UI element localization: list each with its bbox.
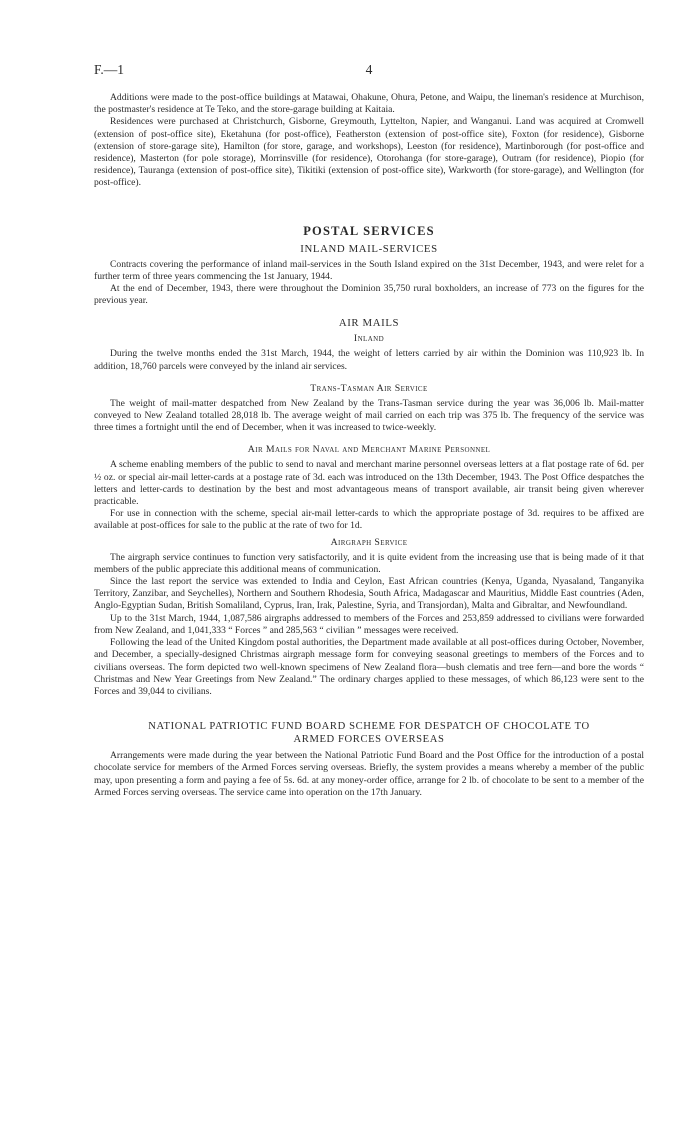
paragraph-airgraph-function: The airgraph service continues to function very satisfactorily, and it is quite evident from the increasing use that is being made of it that members of the public appreciate this additional means of communication. xyxy=(94,551,644,575)
subheading-airgraph: Airgraph Service xyxy=(330,536,408,548)
section-title-postal-services: POSTAL SERVICES xyxy=(303,223,435,238)
heading-chocolate-line2: ARMED FORCES OVERSEAS xyxy=(293,734,445,746)
paragraph-air-inland: During the twelve months ended the 31st March, 1944, the weight of letters carried by air within the Dominion was 110,923 lb. In addition, 18,760 parcels were conveyed by the inland air services. xyxy=(94,348,644,372)
running-head xyxy=(94,62,644,82)
paragraph-chocolate-service: Arrangements were made during the year between the National Patriotic Fund Board and the Post Office for the introduction of a postal chocolate service for members of the Armed Forces serving overseas. Briefly, the system provides a means whereby a member of the public may, upon presenting a form and paying a fee of 5s. 6d. at any money-order office, arrange for 2 lb. of chocolate to be sent to a member of the Armed Forces serving overseas. The service came into operation on the 17th January. xyxy=(94,750,644,798)
subheading-trans-tasman: Trans-Tasman Air Service xyxy=(310,382,428,394)
paragraph-inland-contracts: Contracts covering the performance of inland mail-services in the South Island expired on the 31st December, 1943, and were relet for a further term of three years commencing the 1st January, 1944. xyxy=(94,258,644,282)
heading-air-mails: AIR MAILS xyxy=(338,317,400,330)
paragraph-naval-scheme: A scheme enabling members of the public to send to naval and merchant marine personnel overseas letters at a flat postage rate of 6d. per ½ oz. or special air-mail letter-cards at a postage rate of 3d. each was introduced on the 13th December, 1943. The Post Office despatches the letters and letter-cards to destination by the best and most advantageous means of transport available, air transit being given wherever practicable. xyxy=(94,459,644,508)
paragraph-trans-tasman: The weight of mail-matter despatched from New Zealand by the Trans-Tasman service during the year was 36,006 lb. Mail-matter conveyed to New Zealand totalled 28,018 lb. The average weight of mail carried on each trip was 375 lb. The frequency of the service was three times a fortnight until the end of December, when it was increased to twice-weekly. xyxy=(94,397,644,434)
subheading-inland: Inland xyxy=(353,333,385,345)
heading-inland-mail-services: INLAND MAIL-SERVICES xyxy=(300,242,438,255)
page-number: 4 xyxy=(365,62,373,77)
paragraph-residences: Residences were purchased at Christchurch, Gisborne, Greymouth, Lyttelton, Napier, and Wanganui. Land was acquired at Cromwell (extension of post-office site), Eketahuna (for post-office), Featherston (extension of post-office site), Foxton (for residence), Gisborne (extension of store-garage site), Hamilton (for store, garage, and workshops), Leeston (for residence), Martinborough (for post-office and residence), Masterton (for pole storage), Morrinsville (for residence), Otorohanga (for store-garage), Outram (for residence), Piopio (for residence), Tauranga (extension of post-office site), Tikitiki (extension of post-office site), Warkworth (for store-garage), and Wellington (for post-office). xyxy=(94,116,644,189)
subheading-naval-merchant: Air Mails for Naval and Merchant Marine Personnel xyxy=(247,444,491,456)
paragraph-airgraph-counts: Up to the 31st March, 1944, 1,087,586 airgraphs addressed to members of the Forces and 253,859 addressed to civilians were forwarded from New Zealand, and 1,041,333 “ Forces ” and 285,563 “ civilian ” messages were received. xyxy=(94,612,644,636)
paragraph-airgraph-extension: Since the last report the service was extended to India and Ceylon, East African countries (Kenya, Uganda, Nyasaland, Tanganyika Territory, Zanzibar, and Seychelles), Northern and Southern Rhodesia, South Africa, Madagascar and Mauritius, Middle East countries (Aden, Anglo-Egyptian Sudan, British Somaliland, Cyprus, Iran, Irak, Palestine, Syria, and Transjordan), Malta and Gibraltar, and Newfoundland. xyxy=(94,576,644,612)
paragraph-rural-boxholders: At the end of December, 1943, there were throughout the Dominion 35,750 rural boxholders, an increase of 773 on the figures for the previous year. xyxy=(94,283,644,307)
paragraph-letter-cards: For use in connection with the scheme, special air-mail letter-cards to which the appropriate postage of 3d. requires to be affixed are available at post-offices for sale to the public at the rate of two for 1d. xyxy=(94,508,644,532)
heading-chocolate-line1: NATIONAL PATRIOTIC FUND BOARD SCHEME FOR DESPATCH OF CHOCOLATE TO xyxy=(148,721,590,733)
document-reference: F.—1 xyxy=(94,62,125,77)
heading-chocolate-scheme xyxy=(94,720,644,746)
paragraph-christmas-airgraph: Following the lead of the United Kingdom postal authorities, the Department made available at all post-offices during October, November, and December, a specially-designed Christmas airgraph message form for conveying seasonal greetings to members of the Forces and to civilians overseas. The form depicted two well-known specimens of New Zealand flora—bush clematis and tree fern—and bore the words “ Christmas and New Year Greetings from New Zealand.” The ordinary charges applied to these messages, of which 86,123 were sent to the Forces and 39,044 to civilians. xyxy=(94,637,644,697)
paragraph-additions: Additions were made to the post-office buildings at Matawai, Ohakune, Ohura, Petone, and Waipu, the lineman's residence at Murchison, the postmaster's residence at Te Teko, and the store-garage building at Kaitaia. xyxy=(94,92,644,116)
